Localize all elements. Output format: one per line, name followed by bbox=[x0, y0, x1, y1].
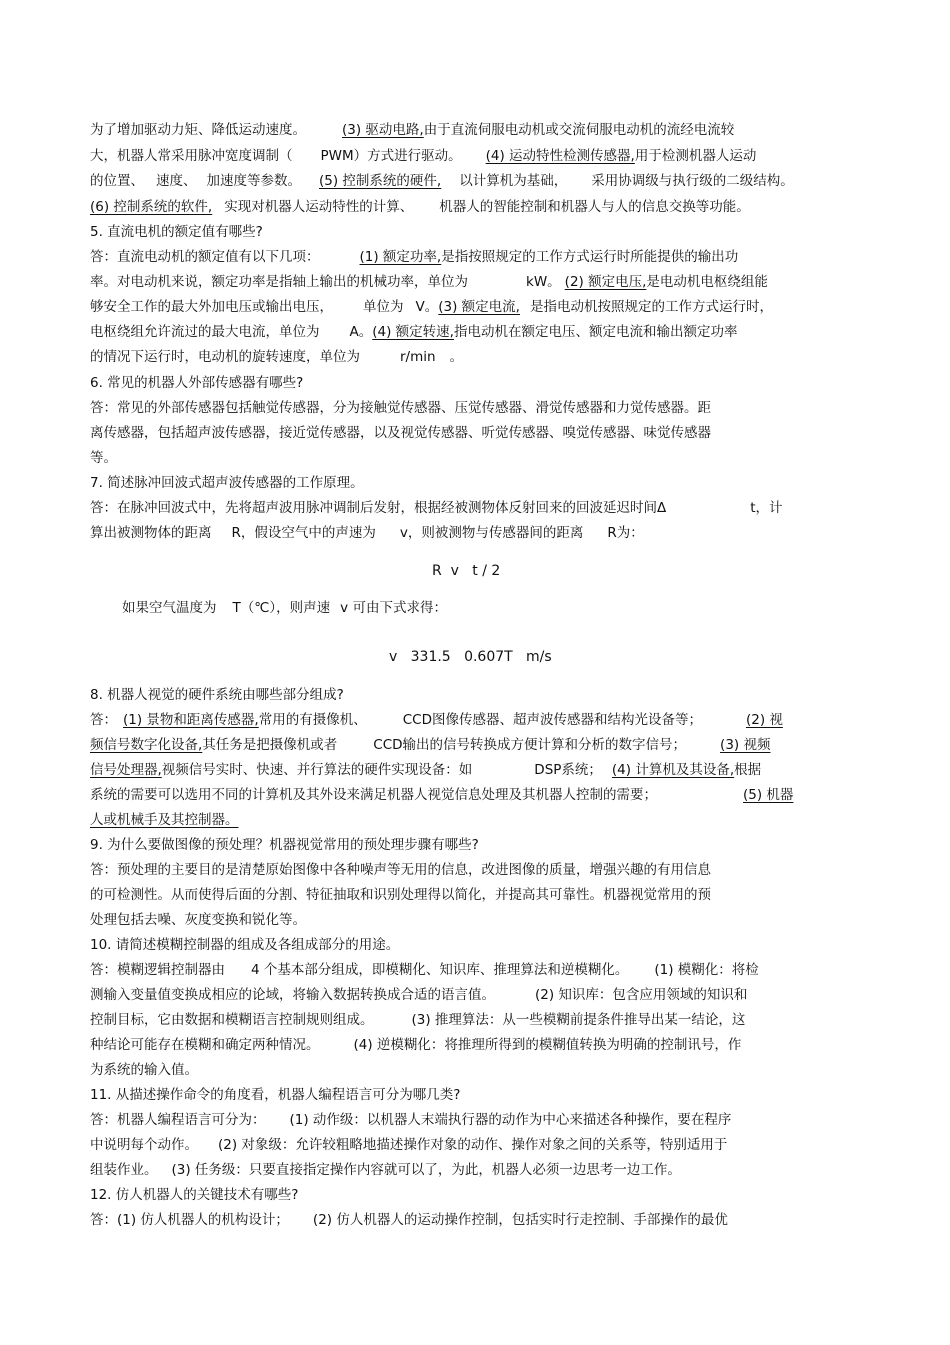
text-segment: (2) 仿人机器人的运动操作控制，包括实时行走控制、手部操作的最优 bbox=[312, 1212, 728, 1228]
text-line bbox=[90, 711, 783, 729]
text-segment: 种结论可能存在模糊和确定两种情况。 bbox=[90, 1037, 320, 1053]
text-segment: 大，机器人常采用脉冲宽度调制（ bbox=[90, 148, 293, 164]
question-text: 11. 从描述操作命令的角度看，机器人编程语言可分为哪几类? bbox=[90, 1087, 461, 1103]
text-segment: 够安全工作的最大外加电压或输出电压， bbox=[90, 299, 333, 315]
text-segment: 用于检测机器人运动 bbox=[634, 148, 757, 164]
underlined-term: (4) 运动特性检测传感器, bbox=[485, 148, 635, 164]
text-line bbox=[122, 599, 447, 617]
text-segment: 常用的有摄像机、 bbox=[258, 712, 367, 728]
text-segment: 答：预处理的主要目的是清楚原始图像中各种噪声等无用的信息，改进图像的质量，增强兴趣的有用信息 bbox=[90, 862, 711, 878]
question-heading bbox=[90, 223, 263, 241]
text-segment: 系统的需要可以选用不同的计算机及其外设来满足机器人视觉信息处理及其机器人控制的需要； bbox=[90, 787, 657, 803]
text-line bbox=[90, 1161, 681, 1179]
text-line bbox=[90, 399, 711, 417]
text-line bbox=[90, 273, 768, 291]
question-heading bbox=[90, 1086, 460, 1104]
text-line bbox=[90, 121, 734, 139]
text-segment: 加速度等参数。 bbox=[206, 173, 301, 189]
underlined-term: (1) 景物和距离传感器, bbox=[123, 712, 259, 728]
text-line bbox=[90, 524, 644, 542]
text-segment: 以计算机为基础， bbox=[459, 173, 568, 189]
text-segment: (2) 知识库：包含应用领域的知识和 bbox=[535, 987, 748, 1003]
text-segment: 机器人的智能控制和机器人与人的信息交换等功能。 bbox=[439, 199, 750, 215]
text-segment: 答：常见的外部传感器包括触觉传感器，分为接触觉传感器、压觉传感器、滑觉传感器和力觉传感器。距 bbox=[90, 400, 711, 416]
text-line bbox=[90, 761, 761, 779]
text-segment: DSP系统； bbox=[534, 762, 602, 778]
text-segment: 答：机器人编程语言可分为： bbox=[90, 1112, 266, 1128]
text-line bbox=[90, 424, 711, 442]
text-segment: (4) 逆模糊化：将推理所得到的模糊值转换为明确的控制讯号，作 bbox=[353, 1037, 742, 1053]
text-segment: (1) 模糊化：将检 bbox=[654, 962, 759, 978]
text-line bbox=[90, 323, 737, 341]
question-heading bbox=[90, 474, 364, 492]
text-segment: R为： bbox=[607, 525, 644, 541]
text-line bbox=[90, 861, 711, 879]
text-segment: 测输入变量值变换成相应的论域，将输入数据转换成合适的语言值。 bbox=[90, 987, 495, 1003]
underlined-term: (4) 额定转速, bbox=[372, 324, 454, 340]
question-heading bbox=[90, 374, 303, 392]
text-segment: (2) 对象级：允许较粗略地描述操作对象的动作、操作对象之间的关系等，特别适用于 bbox=[218, 1137, 728, 1153]
text-segment: 答：在脉冲回波式中，先将超声波用脉冲调制后发射，根据经被测物体反射回来的回波延迟时间Δ bbox=[90, 500, 667, 516]
text-segment: 指电动机在额定电压、额定电流和输出额定功率 bbox=[453, 324, 738, 340]
text-segment: (3) 任务级：只要直接指定操作内容就可以了，为此，机器人必须一边思考一边工作。 bbox=[171, 1162, 681, 1178]
underlined-term: (1) 额定功率, bbox=[359, 249, 442, 265]
text-segment: 是指电动机按照规定的工作方式运行时， bbox=[529, 299, 773, 315]
text-segment: 根据 bbox=[734, 762, 762, 778]
text-segment: 4 个基本部分组成，即模糊化、知识库、推理算法和逆模糊化。 bbox=[251, 962, 629, 978]
underlined-term: 频信号数字化设备, bbox=[90, 737, 203, 753]
underlined-term: 信号处理器, bbox=[90, 762, 162, 778]
question-text: 8. 机器人视觉的硬件系统由哪些部分组成? bbox=[90, 687, 344, 703]
underlined-term: (5) 机器 bbox=[743, 787, 794, 803]
text-segment: 组装作业。 bbox=[90, 1162, 158, 1178]
text-segment: CCD图像传感器、超声波传感器和结构光设备等； bbox=[402, 712, 702, 728]
text-line bbox=[90, 986, 747, 1004]
underlined-term: (4) 计算机及其设备, bbox=[611, 762, 735, 778]
underlined-term: (5) 控制系统的硬件, bbox=[319, 173, 442, 189]
sound-speed-formula: v 331.5 0.607T m/s bbox=[389, 649, 552, 665]
text-line bbox=[90, 1061, 198, 1079]
text-line bbox=[90, 147, 756, 165]
text-segment: (1) 动作级：以机器人末端执行器的动作为中心来描述各种操作，要在程序 bbox=[289, 1112, 732, 1128]
text-line bbox=[90, 248, 738, 266]
text-line bbox=[90, 348, 463, 366]
text-segment: 答： bbox=[90, 1212, 117, 1228]
question-heading bbox=[90, 836, 479, 854]
text-segment: 的位置、 bbox=[90, 173, 144, 189]
text-segment: 其任务是把摄像机或者 bbox=[202, 737, 338, 753]
text-segment: 。 bbox=[449, 349, 464, 365]
text-segment: 离传感器，包括超声波传感器，接近觉传感器，以及视觉传感器、听觉传感器、嗅觉传感器、味觉传感器 bbox=[90, 425, 711, 441]
underlined-term: (3) 额定电流, bbox=[438, 299, 520, 315]
text-line bbox=[90, 1111, 731, 1129]
text-segment: A。 bbox=[349, 324, 373, 340]
question-text: 10. 请简述模糊控制器的组成及各组成部分的用途。 bbox=[90, 937, 400, 953]
text-segment: 答：直流电动机的额定值有以下几项： bbox=[90, 249, 320, 265]
text-segment: v，则被测物与传感器间的距离 bbox=[399, 525, 584, 541]
underlined-term: (2) 视 bbox=[745, 712, 783, 728]
text-line bbox=[90, 1036, 741, 1054]
text-segment: 速度、 bbox=[156, 173, 197, 189]
text-segment: (1) 仿人机器人的机构设计； bbox=[117, 1212, 289, 1228]
text-segment: 视频信号实时、快速、并行算法的硬件实现设备：如 bbox=[161, 762, 473, 778]
text-segment: r/min bbox=[400, 349, 436, 365]
text-line bbox=[90, 911, 306, 929]
text-line bbox=[90, 172, 794, 190]
text-segment: V。 bbox=[415, 299, 439, 315]
text-segment: 如果空气温度为 bbox=[122, 600, 217, 616]
text-segment: 是指按照规定的工作方式运行时所能提供的输出功 bbox=[441, 249, 739, 265]
question-heading bbox=[90, 686, 344, 704]
question-text: 9. 为什么要做图像的预处理？机器视觉常用的预处理步骤有哪些? bbox=[90, 837, 479, 853]
text-line bbox=[90, 1011, 745, 1029]
underlined-term: (3) 视频 bbox=[720, 737, 771, 753]
text-segment: 电枢绕组允许流过的最大电流，单位为 bbox=[90, 324, 320, 340]
underlined-term: (2) 额定电压, bbox=[564, 274, 647, 290]
text-line bbox=[90, 298, 773, 316]
text-segment: 采用协调级与执行级的二级结构。 bbox=[591, 173, 794, 189]
question-text: 5. 直流电机的额定值有哪些? bbox=[90, 224, 263, 240]
text-line bbox=[90, 1136, 727, 1154]
question-text: 12. 仿人机器人的关键技术有哪些? bbox=[90, 1187, 299, 1203]
underlined-term: 人或机械手及其控制器。 bbox=[90, 812, 239, 828]
question-text: 7. 简述脉冲回波式超声波传感器的工作原理。 bbox=[90, 475, 364, 491]
text-segment: kW。 bbox=[526, 274, 561, 290]
text-segment: 为了增加驱动力矩、降低运动速度。 bbox=[90, 122, 306, 138]
text-segment: 是电动机电枢绕组能 bbox=[646, 274, 768, 290]
distance-formula: R v t / 2 bbox=[432, 563, 501, 579]
question-heading bbox=[90, 1186, 298, 1204]
text-segment: 实现对机器人运动特性的计算、 bbox=[224, 199, 414, 215]
text-segment: 为系统的输入值。 bbox=[90, 1062, 198, 1078]
underlined-term: (3) 驱动电路, bbox=[342, 122, 424, 138]
text-segment: 等。 bbox=[90, 450, 117, 466]
text-line bbox=[90, 736, 770, 754]
underlined-term: (6) 控制系统的软件, bbox=[90, 199, 213, 215]
text-line bbox=[90, 811, 239, 829]
text-segment: 控制目标，它由数据和模糊语言控制规则组成。 bbox=[90, 1012, 374, 1028]
text-segment: t，计 bbox=[750, 500, 783, 516]
text-segment: v 可由下式求得： bbox=[340, 600, 447, 616]
text-segment: 的可检测性。从而使得后面的分割、特征抽取和识别处理得以简化，并提高其可靠性。机器视觉常用的预 bbox=[90, 887, 711, 903]
text-line bbox=[90, 961, 759, 979]
text-segment: 中说明每个动作。 bbox=[90, 1137, 198, 1153]
text-line bbox=[90, 499, 783, 517]
text-line bbox=[90, 1211, 728, 1229]
text-line bbox=[90, 886, 711, 904]
text-segment: R，假设空气中的声速为 bbox=[231, 525, 376, 541]
text-segment: 处理包括去噪、灰度变换和锐化等。 bbox=[90, 912, 306, 928]
text-segment: PWM）方式进行驱动。 bbox=[320, 148, 462, 164]
text-segment: 的情况下运行时，电动机的旋转速度，单位为 bbox=[90, 349, 360, 365]
text-line bbox=[90, 198, 750, 216]
question-heading bbox=[90, 936, 399, 954]
text-segment: CCD输出的信号转换成方便计算和分析的数字信号； bbox=[373, 737, 687, 753]
text-segment: 由于直流伺服电动机或交流伺服电动机的流经电流较 bbox=[423, 122, 735, 138]
text-segment: 率。对电动机来说，额定功率是指轴上输出的机械功率，单位为 bbox=[90, 274, 468, 290]
text-line bbox=[90, 449, 117, 467]
text-segment: 答：模糊逻辑控制器由 bbox=[90, 962, 225, 978]
text-segment: (3) 推理算法：从一些模糊前提条件推导出某一结论，这 bbox=[411, 1012, 746, 1028]
question-text: 6. 常见的机器人外部传感器有哪些? bbox=[90, 375, 304, 391]
text-segment: 单位为 bbox=[363, 299, 404, 315]
text-segment: T（℃），则声速 bbox=[232, 600, 331, 616]
text-segment: 答： bbox=[90, 712, 117, 728]
text-segment: 算出被测物体的距离 bbox=[90, 525, 212, 541]
text-line bbox=[90, 786, 793, 804]
